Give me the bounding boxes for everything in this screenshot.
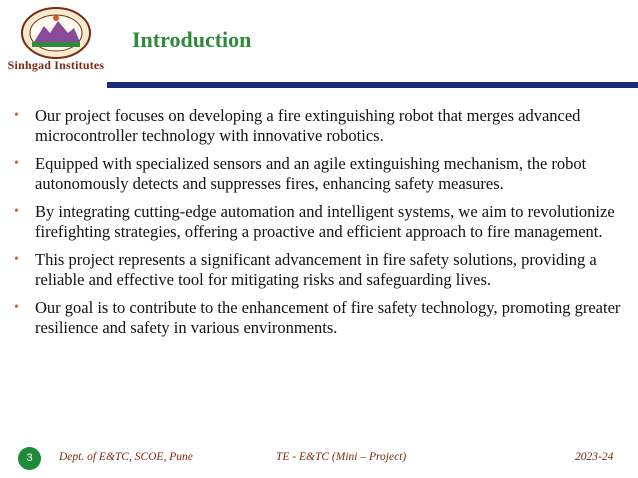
bullet-text: Our project focuses on developing a fire extinguishing robot that merges advanced microcontroller technology with innovative robotics. [35, 106, 581, 145]
footer-course: TE - E&TC (Mini – Project) [276, 451, 407, 463]
bullet-marker-icon: • [14, 300, 19, 315]
bullet-text: This project represents a significant advancement in fire safety solutions, providing a reliable and effective tool for mitigating risks and safeguarding lives. [35, 250, 597, 289]
bullet-marker-icon: • [14, 204, 19, 219]
footer-department: Dept. of E&TC, SCOE, Pune [59, 451, 193, 463]
bullet-item [14, 154, 624, 193]
logo-caption: Sinhgad Institutes [7, 58, 105, 72]
slide-number: 3 [18, 447, 41, 470]
institute-logo [6, 6, 106, 74]
title-divider [107, 82, 638, 88]
bullet-text: Our goal is to contribute to the enhancement of fire safety technology, promoting greater resilience and safety in various environments. [35, 298, 621, 337]
slide-title: Introduction [132, 27, 252, 52]
bullet-marker-icon: • [14, 252, 19, 267]
bullet-item [14, 202, 624, 241]
bullet-item [14, 250, 624, 289]
bullet-list [14, 106, 624, 346]
bullet-marker-icon: • [14, 156, 19, 171]
logo-emblem-icon [18, 6, 94, 60]
bullet-marker-icon: • [14, 108, 19, 123]
bullet-item [14, 298, 624, 337]
bullet-item [14, 106, 624, 145]
bullet-text: Equipped with specialized sensors and an agile extinguishing mechanism, the robot autonomously detects and suppresses fires, enhancing safety measures. [35, 154, 587, 193]
footer-year: 2023-24 [575, 451, 614, 463]
bullet-text: By integrating cutting-edge automation and intelligent systems, we aim to revolutionize firefighting strategies, offering a proactive and efficient approach to fire management. [35, 202, 615, 241]
